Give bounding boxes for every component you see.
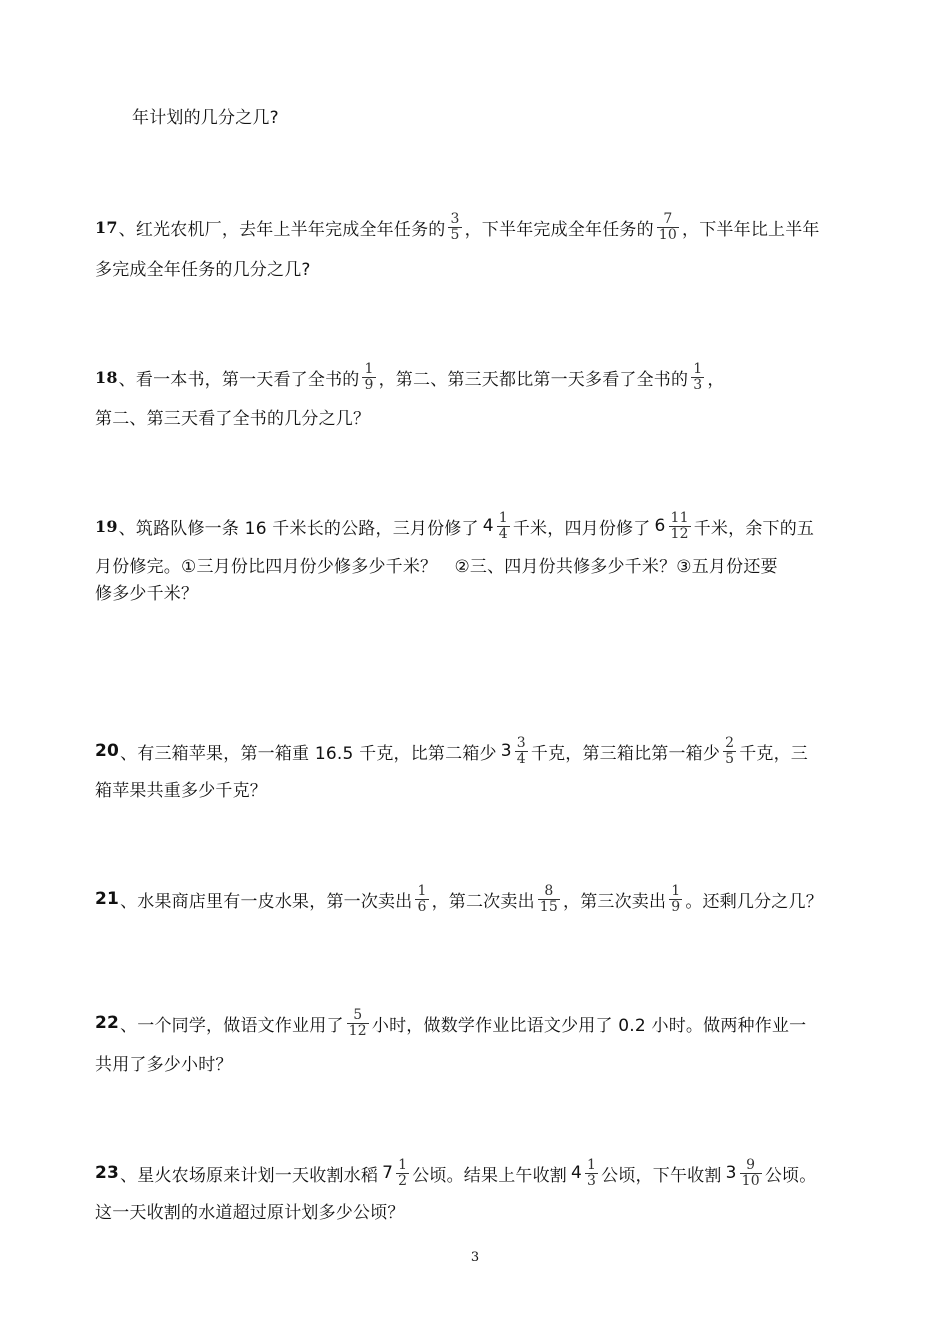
q20-line1 (95, 731, 860, 771)
q19-text: 千米，四月份修了 (512, 518, 651, 539)
q23-text: 公顷，下午收割 (601, 1165, 722, 1186)
q22-text: 共用了多少小时？ (95, 1054, 233, 1075)
q16-line (132, 95, 897, 135)
q23-whole-3: 3 (725, 1163, 737, 1183)
q17-line2 (95, 247, 860, 287)
q20-text: 千克，第三箱比第一箱少 (530, 743, 721, 764)
q21-text: 、水果商店里有一皮水果，第一次卖出 (120, 891, 413, 912)
q19-fraction-1: $\frac{1}{4}$ (498, 509, 508, 542)
q21-fraction-3: $\frac{1}{9}$ (671, 882, 681, 915)
q18-line1 (95, 357, 860, 397)
q17-fraction-2: $\frac{7}{10}$ (658, 210, 678, 243)
q23-line1 (95, 1153, 860, 1193)
q21-fraction-2: $\frac{8}{15}$ (539, 882, 558, 915)
q20-fraction-1: $\frac{3}{4}$ (516, 734, 526, 767)
q21-text: ，第三次卖出 (563, 891, 667, 912)
q23-number: 23 (95, 1163, 120, 1183)
q22-text: 小时，做数学作业比语文少用了 0.2 小时。做两种作业一 (371, 1015, 807, 1036)
q18-text: ，第二、第三天都比第一天多看了全书的 (378, 369, 689, 390)
q17-text: ，下半年比上半年 (682, 219, 820, 240)
q21-text: ，第二次卖出 (431, 891, 535, 912)
q19-text: 、筑路队修一条 16 千米长的公路，三月份修了 (118, 518, 479, 539)
q19-number: 19 (95, 516, 118, 536)
q20-whole-1: 3 (500, 741, 512, 761)
q19-whole-2: 6 (654, 516, 666, 536)
q21-text: 。还剩几分之几？ (685, 891, 823, 912)
q20-text: 箱苹果共重多少千克？ (95, 780, 267, 801)
q17-text: 、红光农机厂，去年上半年完成全年任务的 (118, 219, 446, 240)
q23-fraction-2: $\frac{1}{3}$ (587, 1156, 597, 1189)
q23-text: 公顷。结果上午收割 (412, 1165, 568, 1186)
q19-fraction-2: $\frac{11}{12}$ (670, 509, 689, 542)
q21-line1 (95, 879, 860, 919)
q18-text: 、看一本书，第一天看了全书的 (118, 369, 360, 390)
q19-text: 千米，余下的五 (693, 518, 815, 539)
q23-text: 这一天收割的水道超过原计划多少公顷？ (95, 1202, 405, 1223)
q22-text: 、一个同学，做语文作业用了 (120, 1015, 344, 1036)
q20-number: 20 (95, 741, 120, 761)
page-number: 3 (470, 1250, 480, 1265)
q19-line3 (95, 571, 860, 611)
q21-number: 21 (95, 889, 120, 909)
q21-fraction-1: $\frac{1}{6}$ (417, 882, 427, 915)
q23-line2 (95, 1190, 860, 1230)
q16-tail: 年计划的几分之几? (132, 107, 279, 128)
q17-line1 (95, 207, 860, 247)
q19-text: 修多少千米？ (95, 583, 199, 604)
q23-fraction-1: $\frac{1}{2}$ (398, 1156, 408, 1189)
q23-text: 公顷。 (764, 1165, 817, 1186)
q22-line1 (95, 1003, 860, 1043)
q22-number: 22 (95, 1013, 120, 1033)
q20-line2 (95, 768, 860, 808)
q18-fraction-1: $\frac{1}{9}$ (364, 360, 374, 393)
q20-text: 、有三箱苹果，第一箱重 16.5 千克，比第二箱少 (120, 743, 497, 764)
q17-text: ，下半年完成全年任务的 (464, 219, 654, 240)
q17-number: 17 (95, 217, 118, 237)
q19-text: 月份修完。①三月份比四月份少修多少千米？ ②三、四月份共修多少千米？③五月份还要 (95, 556, 778, 577)
q17-text: 多完成全年任务的几分之几? (95, 259, 311, 280)
q20-fraction-2: $\frac{2}{5}$ (725, 734, 735, 767)
q22-line2 (95, 1042, 860, 1082)
q19-line1 (95, 506, 860, 546)
q23-whole-1: 7 (382, 1163, 394, 1183)
q18-text: 第二、第三天看了全书的几分之几？ (95, 408, 371, 429)
q18-line2 (95, 396, 860, 436)
q18-number: 18 (95, 367, 118, 387)
q23-fraction-3: $\frac{9}{10}$ (741, 1156, 760, 1189)
q22-fraction-1: $\frac{5}{12}$ (348, 1006, 367, 1039)
q18-text: ， (707, 369, 725, 390)
q19-whole-1: 4 (482, 516, 494, 536)
q17-fraction-1: $\frac{3}{5}$ (450, 210, 460, 243)
q20-text: 千克，三 (739, 743, 808, 764)
q23-whole-2: 4 (571, 1163, 583, 1183)
q23-text: 、星火农场原来计划一天收割水稻 (120, 1165, 379, 1186)
q18-fraction-2: $\frac{1}{3}$ (693, 360, 703, 393)
